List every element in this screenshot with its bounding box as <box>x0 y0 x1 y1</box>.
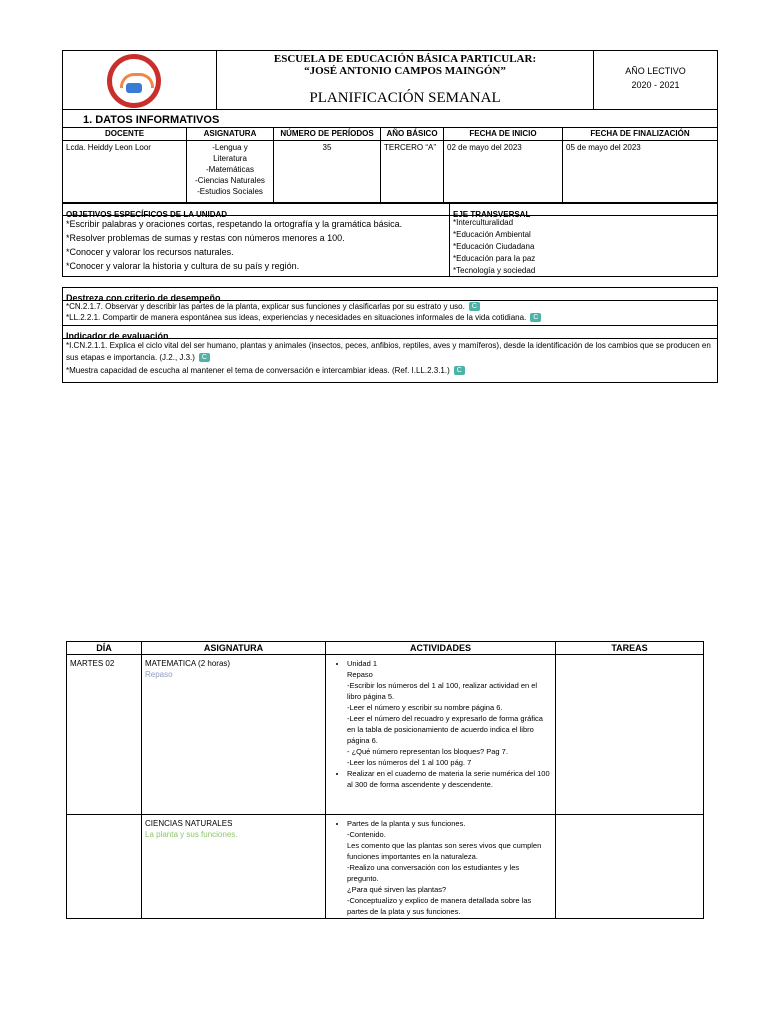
col-asignatura: ASIGNATURA <box>142 642 326 655</box>
section-datos-informativos <box>62 109 718 128</box>
school-name-line2: “JOSÉ ANTONIO CAMPOS MAINGÓN” <box>304 65 506 77</box>
table-row <box>67 815 704 919</box>
dia-cell <box>67 815 142 919</box>
c-badge-icon: C <box>454 366 465 375</box>
indicador-header: Indicador de evaluación <box>62 325 718 339</box>
week-table <box>66 641 704 919</box>
actividades-cell <box>326 815 556 919</box>
actividades-cell <box>326 655 556 815</box>
info-table <box>62 127 718 203</box>
col-fin: FECHA DE FINALIZACIÓN <box>563 128 718 141</box>
col-tareas: TAREAS <box>556 642 704 655</box>
dia-cell: MARTES 02 <box>67 655 142 815</box>
fin-value: 05 de mayo del 2023 <box>563 141 718 203</box>
destreza-body <box>62 300 718 326</box>
header-logo-cell <box>62 50 217 110</box>
indicador-item: *Muestra capacidad de escucha al mantener el tema de conversación e intercambiar ideas. (Ref. I.LL.2.3.1.) <box>66 366 450 375</box>
school-logo <box>107 54 161 108</box>
school-name-line1: ESCUELA DE EDUCACIÓN BÁSICA PARTICULAR: <box>273 53 537 65</box>
destreza-item: *CN.2.1.7. Observar y describir las partes de la planta, explicar sus funciones y clasificarlas por su estrato y uso. <box>66 302 465 311</box>
section-title: 1. DATOS INFORMATIVOS <box>83 114 220 126</box>
objetivo-item: *Escribir palabras y oraciones cortas, respetando la ortografía y la gramática básica. <box>66 219 403 229</box>
tareas-cell <box>556 655 704 815</box>
indicador-item: *I.CN.2.1.1. Explica el ciclo vital del ser humano, plantas y animales (insectos, peces, anfibios, reptiles, aves y mamíferos), desde la identificación de los cambios que se producen en sus etapas e importancia. (J.2., J.3.) <box>66 341 711 362</box>
eje-item: *Educación Ciudadana <box>453 242 535 251</box>
periodos-value: 35 <box>274 141 381 203</box>
table-row <box>67 655 704 815</box>
eje-item: *Educación para la paz <box>453 254 536 263</box>
col-actividades: ACTIVIDADES <box>326 642 556 655</box>
school-title-cell <box>216 50 594 110</box>
destreza-header: Destreza con criterio de desempeño <box>62 287 718 301</box>
activity-item: • Partes de la planta y sus funciones. -Contenido. Les comento que las plantas son seres vivos que cumplen funciones importantes en la naturaleza. -Realizo una conversación con los estudiantes y les pregunto. ¿Para qué sirven las plantas? -Conceptualizo y explico de manera detallada sobre las partes de la plata y sus funciones. <box>347 818 552 917</box>
anio-value: TERCERO “A” <box>381 141 444 203</box>
plan-title: PLANIFICACIÓN SEMANAL <box>309 90 501 106</box>
year-value: 2020 - 2021 <box>631 80 680 90</box>
objetivos-body <box>62 215 450 277</box>
eje-body <box>449 215 718 277</box>
docente-value: Lcda. Heiddy Leon Loor <box>63 141 187 203</box>
inicio-value: 02 de mayo del 2023 <box>444 141 563 203</box>
indicador-body <box>62 338 718 383</box>
year-label: AÑO LECTIVO <box>625 66 686 76</box>
tareas-cell <box>556 815 704 919</box>
eje-header: EJE TRANSVERSAL <box>449 203 718 216</box>
eje-item: *Interculturalidad <box>453 218 514 227</box>
col-dia: DÍA <box>67 642 142 655</box>
col-asignatura: ASIGNATURA <box>187 128 274 141</box>
subject-topic: La planta y sus funciones. <box>145 830 238 839</box>
destreza-item: *LL.2.2.1. Compartir de manera espontánea sus ideas, experiencias y necesidades en situaciones informales de la vida cotidiana. <box>66 313 527 322</box>
year-cell <box>593 50 718 110</box>
c-badge-icon: C <box>530 313 541 322</box>
col-anio: AÑO BÁSICO <box>381 128 444 141</box>
activity-item: • Realizar en el cuaderno de materia la serie numérica del 100 al 300 de forma ascendente y descendente. <box>347 768 552 790</box>
col-docente: DOCENTE <box>63 128 187 141</box>
objetivo-item: *Conocer y valorar los recursos naturales. <box>66 247 234 257</box>
c-badge-icon: C <box>469 302 480 311</box>
eje-item: *Tecnología y sociedad <box>453 266 536 275</box>
subject-name: MATEMATICA (2 horas) <box>145 659 231 668</box>
asignatura-cell <box>142 815 326 919</box>
col-inicio: FECHA DE INICIO <box>444 128 563 141</box>
c-badge-icon: C <box>199 353 210 362</box>
asignatura-value: -Lengua y Literatura -Matemáticas -Ciencias Naturales -Estudios Sociales <box>187 141 274 203</box>
objetivo-item: *Resolver problemas de sumas y restas con números menores a 100. <box>66 233 345 243</box>
activity-item: • Unidad 1 Repaso -Escribir los números del 1 al 100, realizar actividad en el libro página 5. -Leer el número y escribir su nombre página 6. -Leer el número del recuadro y expresarlo de forma gráfica en la tabla de posicionamiento de acuerdo indica el libro página 6. - ¿Qué número representan los bloques? Pag 7. -Leer los números del 1 al 100 pág. 7 <box>347 658 552 768</box>
asignatura-cell <box>142 655 326 815</box>
subject-topic: Repaso <box>145 670 173 679</box>
eje-item: *Educación Ambiental <box>453 230 531 239</box>
subject-name: CIENCIAS NATURALES <box>145 819 233 828</box>
objetivos-header: OBJETIVOS ESPECÍFICOS DE LA UNIDAD <box>62 203 450 216</box>
col-periodos: NÚMERO DE PERÍODOS <box>274 128 381 141</box>
objetivo-item: *Conocer y valorar la historia y cultura de su país y región. <box>66 261 300 271</box>
